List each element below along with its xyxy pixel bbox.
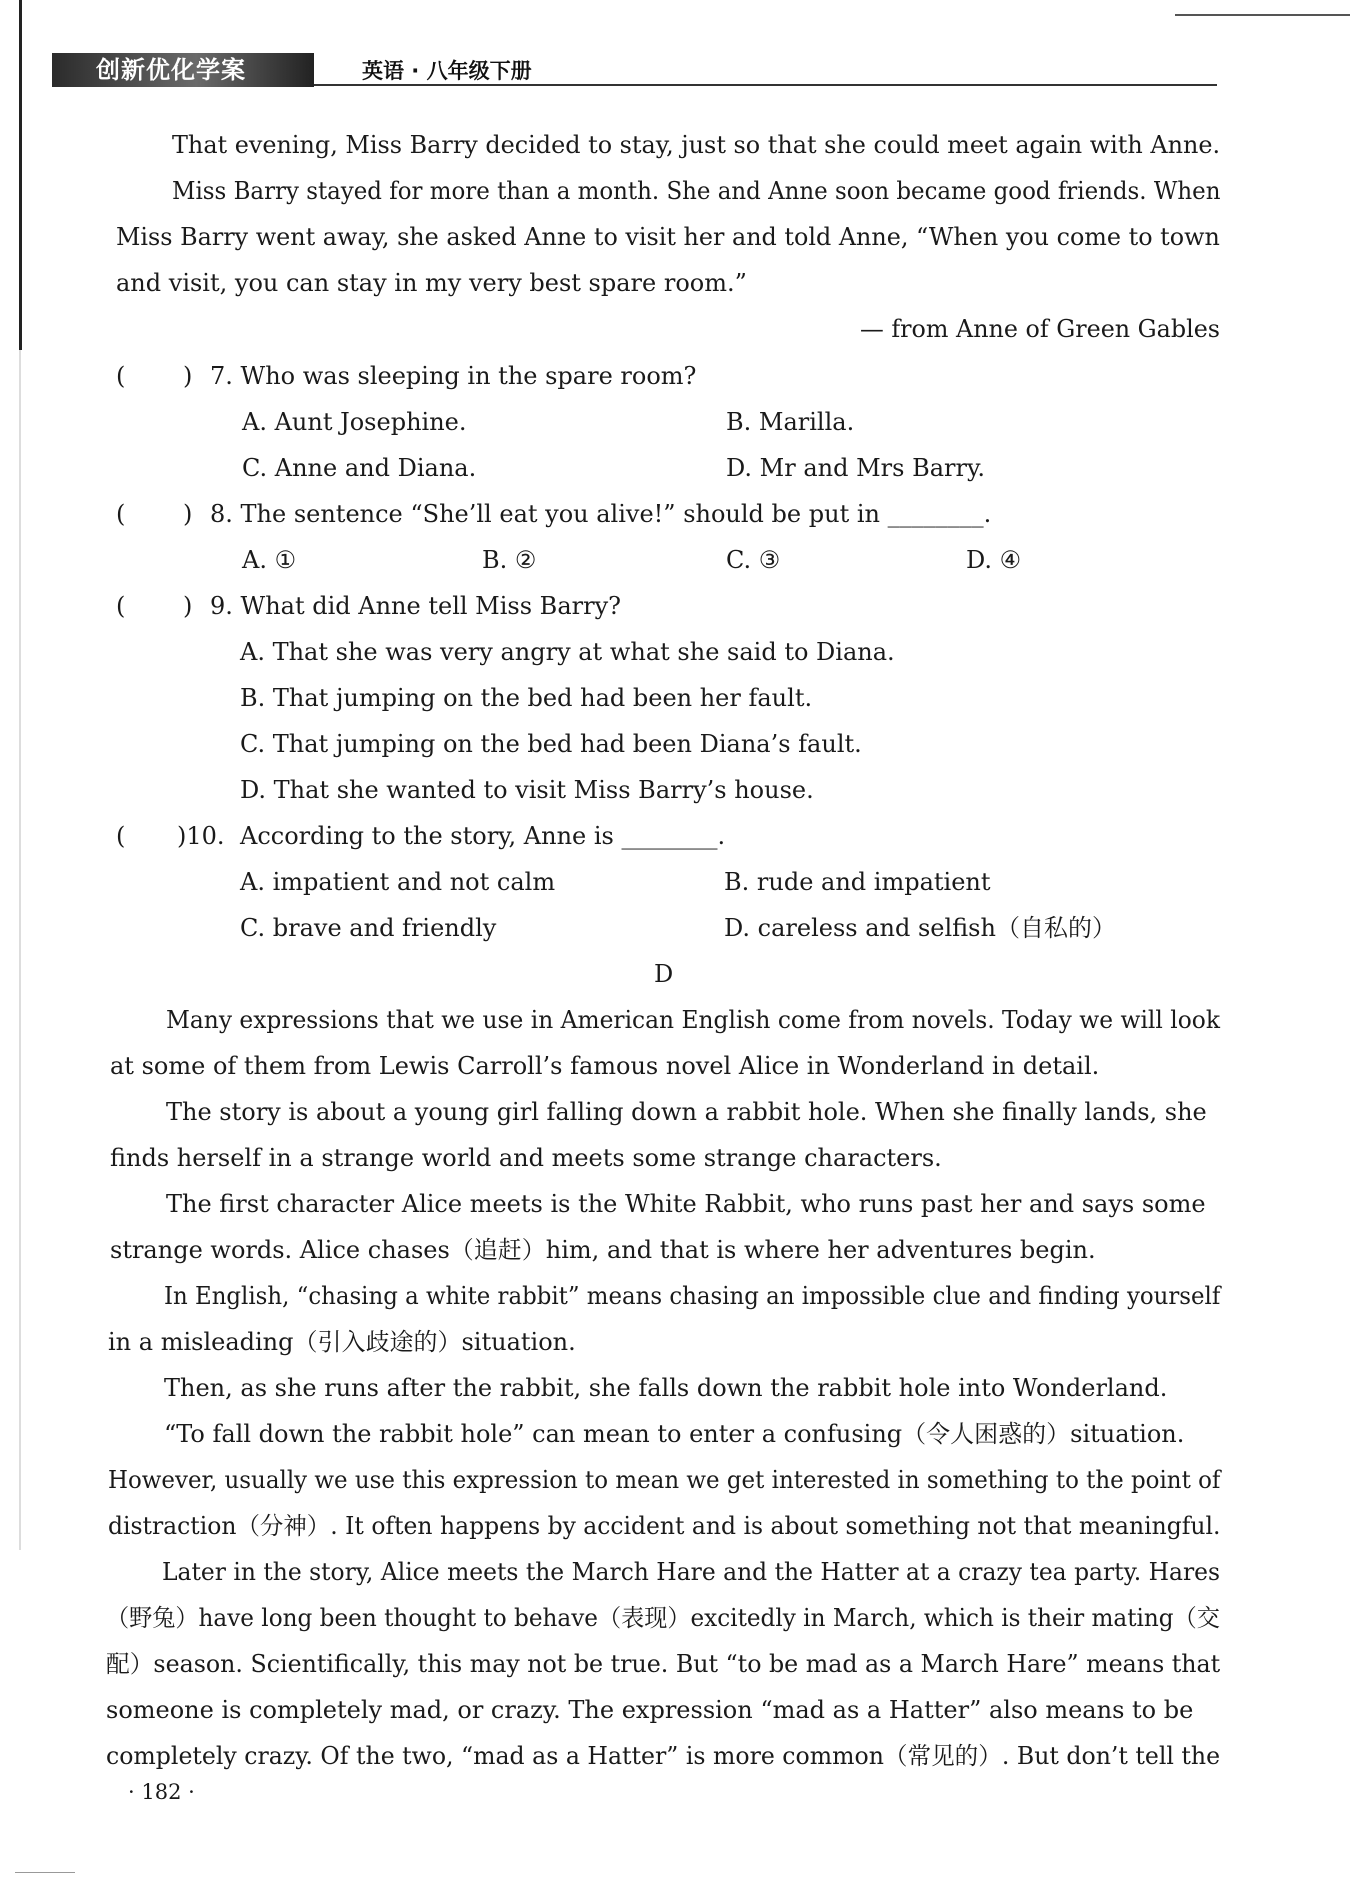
option: A. ① [242,546,297,574]
option: D. careless and selfish（自私的） [724,914,1116,942]
option: C. ③ [726,546,781,574]
passage-line: The first character Alice meets is the White Rabbit, who runs past her and says some [166,1190,1206,1218]
passage-line: strange words. Alice chases（追赶）him, and that is where her adventures begin. [110,1236,1096,1264]
passage-line: However, usually we use this expression to mean we get interested in something to the point of [108,1466,1221,1494]
question-stem: According to the story, Anne is ________. [240,822,726,850]
passage-line: Many expressions that we use in American English come from novels. Today we will look [166,1006,1220,1034]
passage-line: distraction（分神）. It often happens by accident and is about something not that meaningful. [108,1512,1221,1540]
passage-line: （野兔）have long been thought to behave（表现）excitedly in March, which is their mating（交 [106,1604,1220,1632]
passage-line: Miss Barry went away, she asked Anne to visit her and told Anne, “When you come to town [116,223,1220,251]
passage-line: finds herself in a strange world and meets some strange characters. [110,1144,942,1172]
passage-line: The story is about a young girl falling down a rabbit hole. When she finally lands, she [166,1098,1207,1126]
answer-paren-open: ( [116,822,126,850]
brand-logo: 创新优化学案 [52,53,314,87]
answer-paren-close: ) [183,592,193,620]
subject-title: 英语 · 八年级下册 [362,59,532,83]
option: C. That jumping on the bed had been Diana’s fault. [240,730,862,758]
passage-line: 配）season. Scientifically, this may not be true. But “to be mad as a March Hare” means that [106,1650,1221,1678]
passage-line: in a misleading（引入歧途的）situation. [108,1328,576,1356]
option: B. That jumping on the bed had been her fault. [240,684,813,712]
passage-line: Later in the story, Alice meets the March Hare and the Hatter at a crazy tea party. Hares [162,1558,1220,1586]
passage-line: Miss Barry stayed for more than a month. She and Anne soon became good friends. When [172,177,1221,205]
passage-line: That evening, Miss Barry decided to stay, just so that she could meet again with Anne. [172,131,1221,159]
left-margin-rule [19,0,22,350]
passage-line: and visit, you can stay in my very best spare room.” [116,269,747,297]
passage-line: In English, “chasing a white rabbit” means chasing an impossible clue and finding yourself [164,1282,1221,1310]
option: B. ② [482,546,537,574]
question-stem: 7. Who was sleeping in the spare room? [210,362,697,390]
option: D. ④ [966,546,1022,574]
passage-line: Then, as she runs after the rabbit, she falls down the rabbit hole into Wonderland. [164,1374,1168,1402]
option: D. Mr and Mrs Barry. [726,454,985,482]
answer-paren-open: ( [116,500,126,528]
page-header [52,53,1217,87]
option: B. Marilla. [726,408,855,436]
answer-paren-open: ( [116,592,126,620]
header-rule [314,84,1217,86]
left-margin-shadow [19,350,21,1550]
answer-paren-close: ) [183,362,193,390]
option: B. rude and impatient [724,868,991,896]
bottom-rule [15,1872,75,1873]
option: A. impatient and not calm [240,868,556,896]
question-stem: 8. The sentence “She’ll eat you alive!” should be put in ________. [210,500,992,528]
passage-line: someone is completely mad, or crazy. The expression “mad as a Hatter” also means to be [106,1696,1194,1724]
section-heading: D [654,960,674,988]
option: C. Anne and Diana. [242,454,477,482]
option: C. brave and friendly [240,914,497,942]
answer-paren-close: )10. [177,822,225,850]
answer-paren-close: ) [183,500,193,528]
top-rule [1175,14,1350,16]
answer-paren-open: ( [116,362,126,390]
passage-line: completely crazy. Of the two, “mad as a Hatter” is more common（常见的）. But don’t tell the [106,1742,1221,1770]
source-citation: — from Anne of Green Gables [860,315,1221,343]
option: A. Aunt Josephine. [242,408,467,436]
option: A. That she was very angry at what she said to Diana. [240,638,895,666]
passage-line: “To fall down the rabbit hole” can mean to enter a confusing（令人困惑的）situation. [164,1420,1185,1448]
page-number: · 182 · [128,1780,195,1804]
question-stem: 9. What did Anne tell Miss Barry? [210,592,621,620]
passage-line: at some of them from Lewis Carroll’s famous novel Alice in Wonderland in detail. [110,1052,1100,1080]
option: D. That she wanted to visit Miss Barry’s house. [240,776,814,804]
